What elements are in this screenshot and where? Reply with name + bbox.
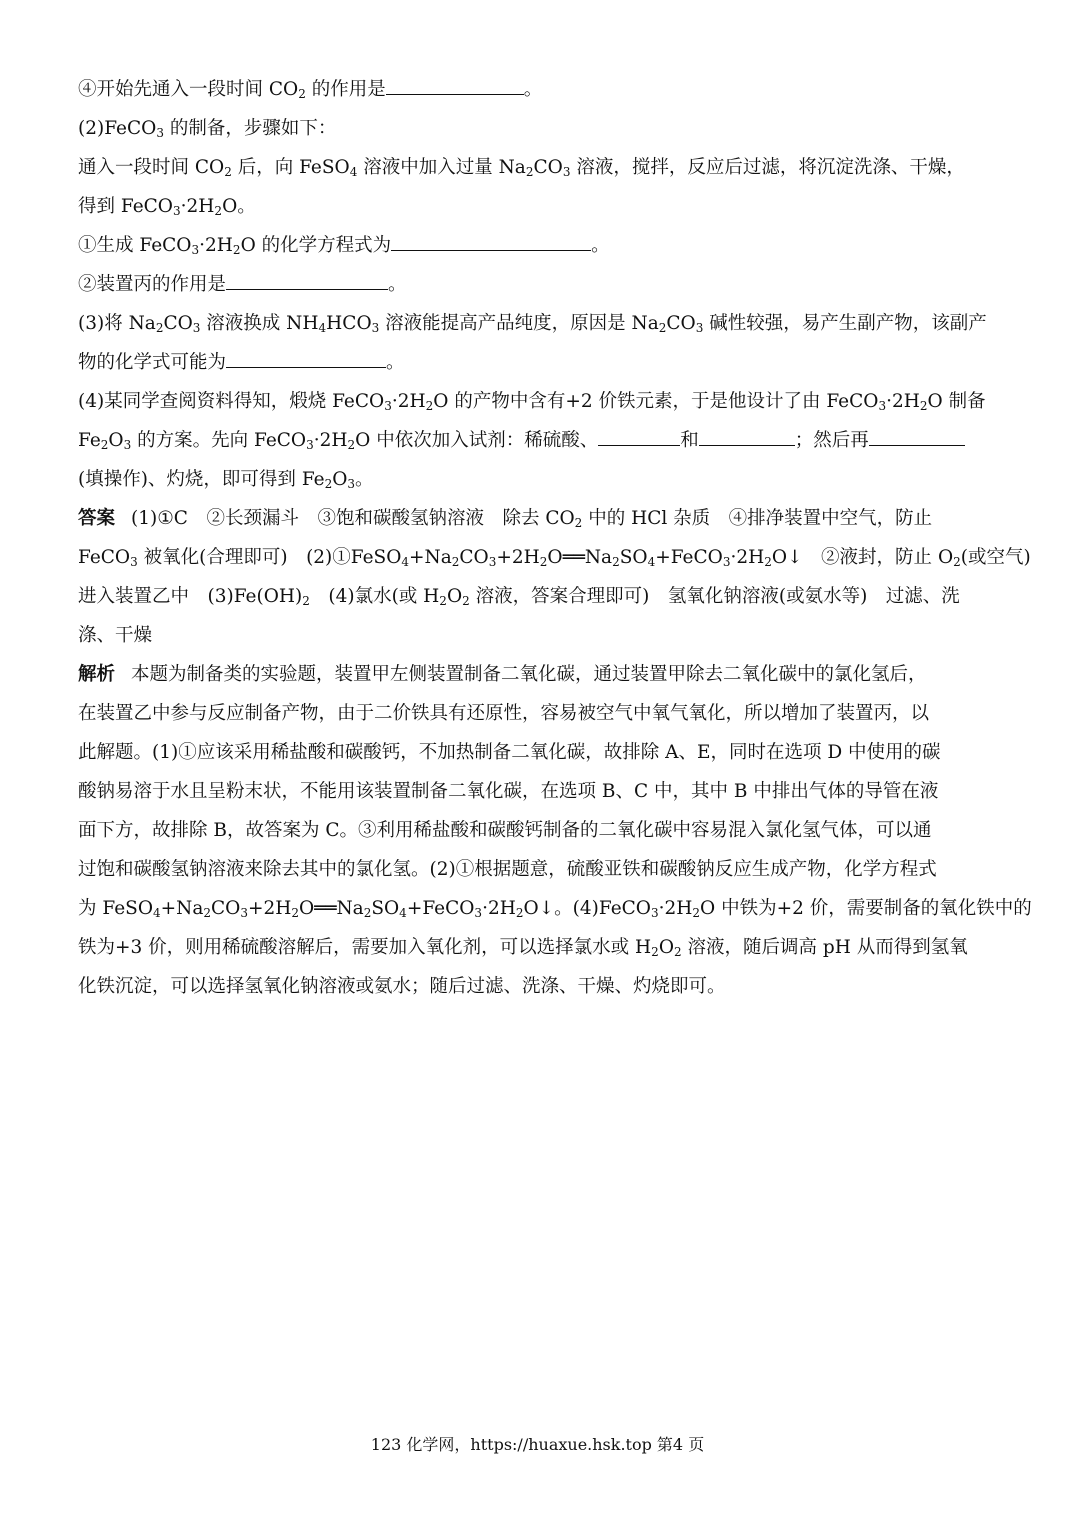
question-2-1: ①生成 $FeCO_3\cdot 2H_2O$ 的化学方程式为 。 (78, 226, 998, 265)
analysis-line-1: 解析 本题为制备类的实验题，装置甲左侧装置制备二氧化碳，通过装置甲除去二氧化碳中的氯化氢后， (78, 664, 927, 685)
question-2-2: ②装置丙的作用是 。 (78, 265, 998, 304)
question-4-line-1: (4)某同学查阅资料得知，煅烧 $FeCO_3\cdot 2H_2O$ 的产物中含有+2 价铁元素，于是他设计了由 $FeCO_3\cdot 2H_2O$ 制备 (78, 391, 986, 413)
page-footer: 123 化学网，https://huaxue.hsk.top 第4 页 (370, 1435, 705, 1454)
answer-blank[interactable] (699, 425, 795, 446)
answer-blank[interactable] (386, 74, 524, 95)
document-page (78, 70, 1032, 1006)
answer-blank[interactable] (226, 347, 386, 368)
analysis-line-8: 铁为+3 价，则用稀硫酸溶解后，需要加入氧化剂，可以选择氯水或 $H_2O_2$ 溶液，随后调高 pH 从而得到氢氧 (78, 937, 968, 959)
answer-line-2: FeCO$_3$ 被氧化(合理即可) $(2)①FeSO_4+Na_2CO_3+2H_2O══Na_2SO_4+FeCO_3\cdot 2H_2O↓$ ②液封，防止 $O_2$(或空气) (78, 547, 1031, 569)
question-2-steps-line-2: 得到 $FeCO_3\cdot 2H_2O$。 (78, 196, 256, 218)
question-4-line-3: (填操作)、灼烧，即可得到 $Fe_2O_3$。 (78, 469, 374, 491)
analysis-line-2: 在装置乙中参与反应制备产物，由于二价铁具有还原性，容易被空气中氧气氧化，所以增加了装置丙，以 (78, 703, 930, 724)
analysis-label: 解析 (78, 664, 116, 685)
question-3-line-2: 物的化学式可能为 。 (78, 343, 998, 382)
analysis-line-5: 面下方，故排除 B，故答案为 C。③利用稀盐酸和碳酸钙制备的二氧化碳中容易混入氯化氢气体，可以通 (78, 820, 932, 841)
answer-line-4: 涤、干燥 (78, 625, 153, 646)
answer-blank[interactable] (391, 230, 591, 251)
analysis-line-6: 过饱和碳酸氢钠溶液来除去其中的氯化氢。(2)①根据题意，硫酸亚铁和碳酸钠反应生成产物，化学方程式 (78, 859, 937, 880)
answer-label: 答案 (78, 508, 116, 529)
analysis-line-7: 为 $FeSO_4+Na_2CO_3+2H_2O══Na_2SO_4+FeCO_3\cdot 2H_2O↓$。$(4)FeCO_3\cdot 2H_2O$ 中铁为+2 价，需要制备的氧化铁中的 (78, 898, 1032, 920)
question-1-4: ④开始先通入一段时间 $CO_2$ 的作用是 。 (78, 70, 998, 109)
question-3-line-1: (3)将 $Na_2CO_3$ 溶液换成 $NH_4HCO_3$ 溶液能提高产品纯度，原因是 $Na_2CO_3$ 碱性较强，易产生副产物，该副产 (78, 313, 987, 335)
question-4-line-2: $Fe_2O_3$ 的方案。先向 $FeCO_3\cdot 2H_2O$ 中依次加入试剂：稀硫酸、 和 ；然后再 (78, 421, 998, 460)
answer-blank[interactable] (226, 269, 388, 290)
answer-line-3: 进入装置乙中 $(3)Fe(OH)_2$ (4)氯水(或 $H_2O_2$ 溶液，答案合理即可) 氢氧化钠溶液(或氨水等) 过滤、洗 (78, 586, 960, 608)
question-2-title: (2)FeCO$_3$ 的制备，步骤如下： (78, 118, 337, 140)
analysis-line-3: 此解题。(1)①应该采用稀盐酸和碳酸钙，不加热制备二氧化碳，故排除 A、E，同时在选项 D 中使用的碳 (78, 742, 941, 763)
answer-blank[interactable] (869, 425, 965, 446)
analysis-line-9: 化铁沉淀，可以选择氢氧化钠溶液或氨水；随后过滤、洗涤、干燥、灼烧即可。 (78, 976, 726, 997)
answer-line-1: 答案 (1)①C ②长颈漏斗 ③饱和碳酸氢钠溶液 除去 $CO_2$ 中的 HCl 杂质 ④排净装置中空气，防止 (78, 508, 933, 530)
answer-blank[interactable] (598, 425, 680, 446)
analysis-line-4: 酸钠易溶于水且呈粉末状，不能用该装置制备二氧化碳，在选项 B、C 中，其中 B 中排出气体的导管在液 (78, 781, 939, 802)
question-2-steps-line-1: 通入一段时间 $CO_2$ 后，向 FeSO$_4$ 溶液中加入过量 $Na_2CO_3$ 溶液，搅拌，反应后过滤，将沉淀洗涤、干燥， (78, 157, 965, 179)
